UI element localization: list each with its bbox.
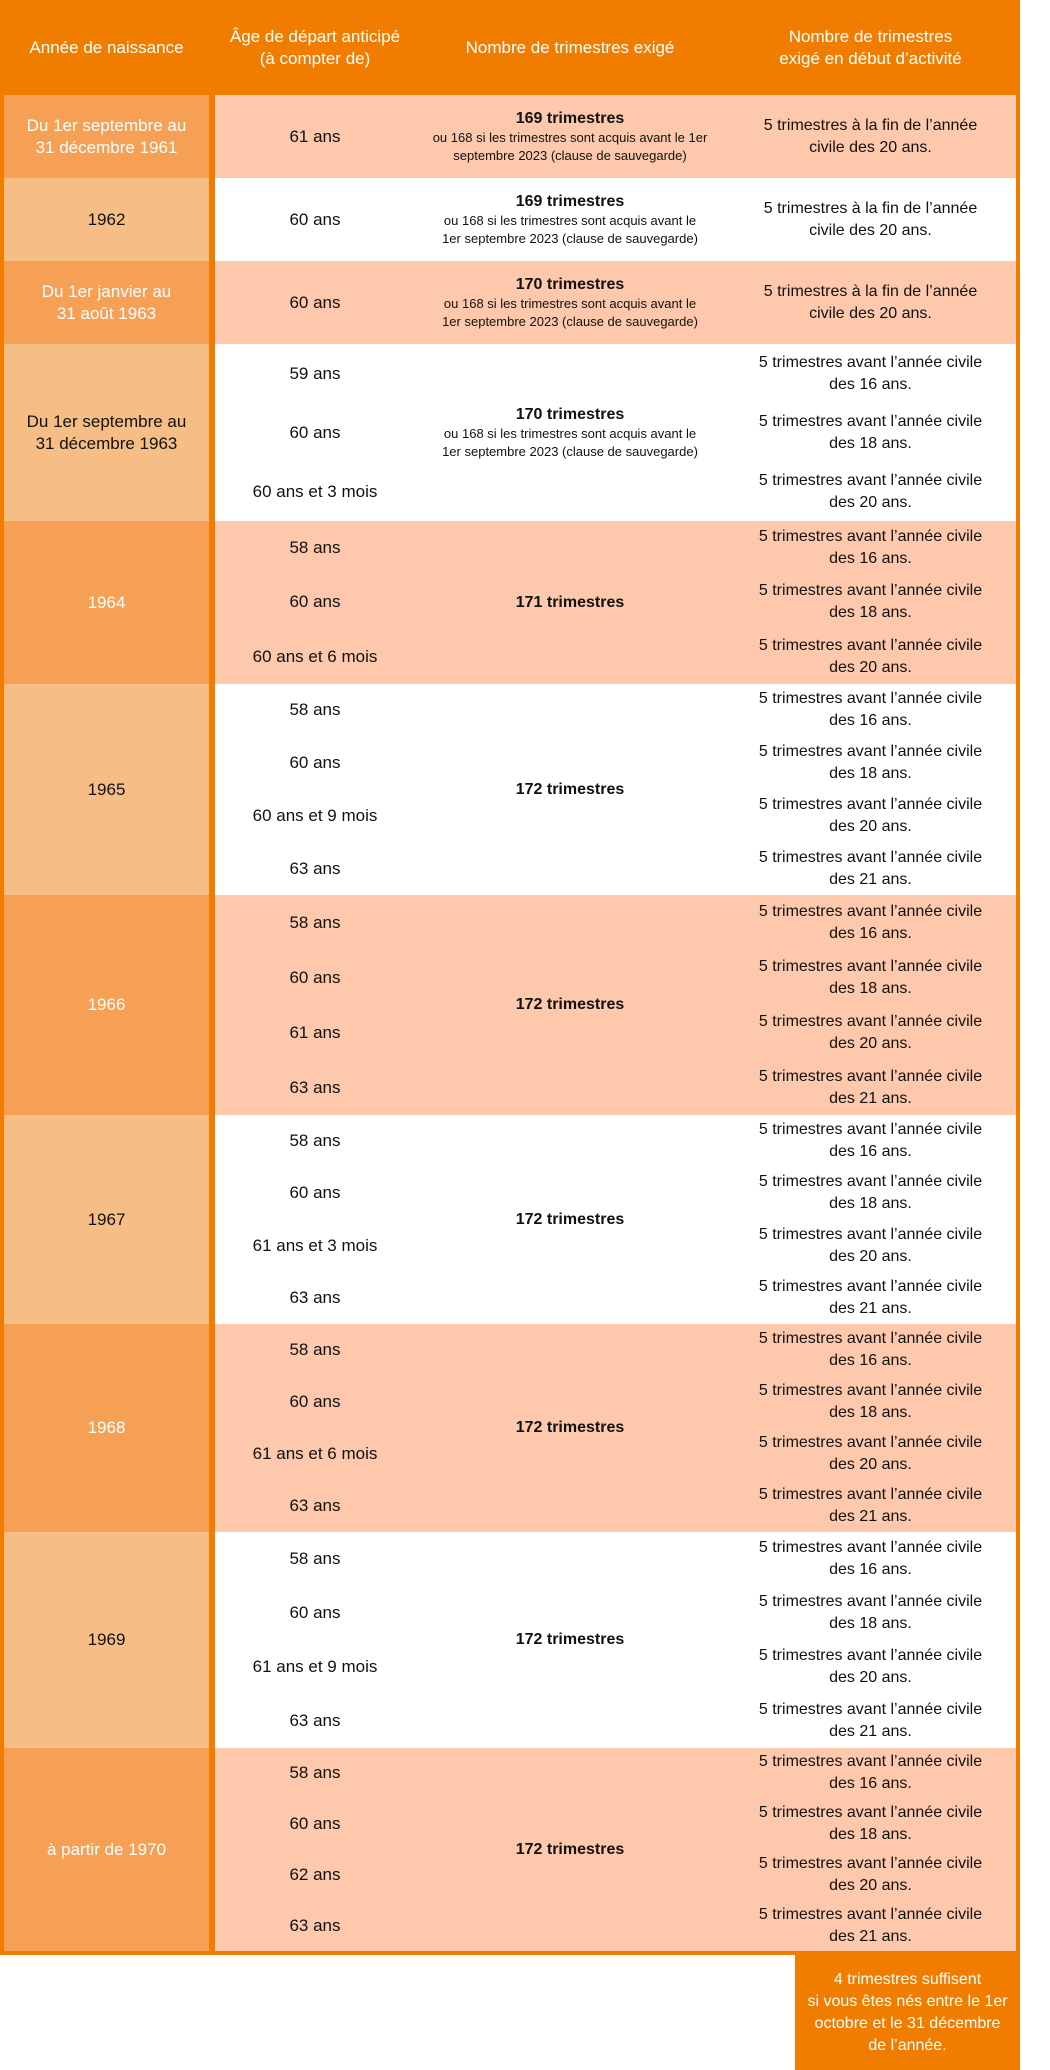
- quarters-note-line2: 1er septembre 2023 (clause de sauvegarde): [442, 443, 698, 459]
- table-row: [4, 521, 1016, 684]
- header-start-line1: Nombre de trimestres: [788, 26, 953, 46]
- quarters-cell: [415, 95, 725, 178]
- age-cell: [215, 1532, 415, 1748]
- quarters-cell: [415, 1115, 725, 1324]
- age-value: 63 ans: [289, 858, 341, 878]
- birth-year-cell: [4, 1115, 209, 1324]
- quarters-cell: [415, 344, 725, 521]
- quarters-cell: [415, 261, 725, 344]
- header-year: [4, 0, 209, 95]
- footnote-box: [795, 1955, 1020, 2070]
- age-value: 63 ans: [289, 1496, 341, 1515]
- quarters-value: 172 trimestres: [515, 1210, 625, 1228]
- table-row: [4, 178, 1016, 261]
- age-value: 61 ans et 6 mois: [252, 1444, 378, 1463]
- age-cell: [215, 261, 415, 344]
- table-header: [4, 0, 1016, 95]
- start-condition: 5 trimestres avant l’année civile des 16 ans.: [758, 902, 983, 942]
- header-quarters: [415, 0, 725, 95]
- start-condition-cell: [725, 178, 1016, 261]
- quarters-value: 169 trimestres: [515, 109, 625, 127]
- birth-year-cell: [4, 95, 209, 178]
- quarters-value: 169 trimestres: [515, 192, 625, 210]
- header-age-line2: (à compter de): [259, 48, 371, 68]
- table-row: [4, 261, 1016, 344]
- start-condition: 5 trimestres avant l’année civile des 21 ans.: [758, 848, 983, 888]
- birth-year-line1: 1967: [87, 1209, 126, 1229]
- start-condition: 5 trimestres avant l’année civile des 20 ans.: [758, 795, 983, 835]
- start-condition: 5 trimestres avant l’année civile des 18 ans.: [758, 957, 983, 997]
- quarters-value: 171 trimestres: [515, 593, 625, 611]
- age-cell: [215, 1115, 415, 1324]
- age-value: 62 ans: [289, 1864, 341, 1884]
- age-value: 61 ans: [289, 1022, 341, 1042]
- birth-year-line1: 1966: [87, 995, 126, 1014]
- start-condition-cell: [725, 1532, 1016, 1748]
- start-condition: 5 trimestres avant l’année civile des 18 ans.: [758, 1173, 983, 1213]
- start-condition-cell: [725, 261, 1016, 344]
- footnote-line2: si vous êtes nés entre le 1er: [807, 1992, 1008, 2010]
- age-value: 60 ans: [289, 1183, 341, 1203]
- birth-year-line1: Du 1er septembre au: [26, 115, 187, 135]
- birth-year-cell: [4, 178, 209, 261]
- age-cell: [215, 95, 415, 178]
- quarters-note-line1: ou 168 si les trimestres sont acquis avant le 1er: [432, 129, 708, 145]
- age-value: 61 ans: [289, 126, 341, 146]
- age-value: 58 ans: [289, 1340, 341, 1359]
- quarters-cell: [415, 895, 725, 1115]
- birth-year-line2: 31 décembre 1963: [35, 433, 178, 453]
- quarters-cell: [415, 684, 725, 895]
- age-value: 63 ans: [289, 1287, 341, 1307]
- table-row: [4, 344, 1016, 521]
- header-start: [725, 0, 1016, 95]
- birth-year-cell: [4, 684, 209, 895]
- age-value: 60 ans: [289, 209, 341, 229]
- start-condition: 5 trimestres avant l’année civile des 20 ans.: [758, 636, 983, 676]
- start-condition: 5 trimestres avant l’année civile des 20 ans.: [758, 1225, 983, 1265]
- start-condition: 5 trimestres avant l’année civile des 16 ans.: [758, 353, 983, 393]
- start-condition-cell: [725, 684, 1016, 895]
- birth-year-line1: 1968: [87, 1418, 126, 1437]
- birth-year-cell: [4, 1532, 209, 1748]
- start-condition: 5 trimestres avant l’année civile des 16 ans.: [758, 528, 983, 568]
- birth-year-line1: 1964: [87, 592, 126, 612]
- start-condition: 5 trimestres avant l’année civile des 18 ans.: [758, 1382, 983, 1421]
- age-value: 63 ans: [289, 1711, 341, 1730]
- age-cell: [215, 344, 415, 521]
- table-row: [4, 1532, 1016, 1748]
- birth-year-cell: [4, 1324, 209, 1532]
- age-value: 58 ans: [289, 700, 341, 720]
- start-condition: 5 trimestres à la fin de l’année civile des 20 ans.: [763, 282, 978, 322]
- age-value: 59 ans: [289, 363, 341, 383]
- age-value: 60 ans: [289, 592, 341, 612]
- start-condition: 5 trimestres avant l’année civile des 16 ans.: [758, 1753, 983, 1793]
- start-condition: 5 trimestres avant l’année civile des 21 ans.: [758, 1486, 983, 1525]
- age-value: 60 ans: [289, 292, 341, 312]
- birth-year-line2: 31 décembre 1961: [35, 137, 178, 157]
- quarters-value: 172 trimestres: [515, 780, 625, 798]
- quarters-value: 172 trimestres: [515, 996, 625, 1013]
- birth-year-line1: 1965: [87, 779, 126, 799]
- start-condition-cell: [725, 344, 1016, 521]
- start-condition: 5 trimestres avant l’année civile des 18 ans.: [758, 582, 983, 622]
- age-value: 60 ans: [289, 1392, 341, 1411]
- quarters-cell: [415, 178, 725, 261]
- quarters-value: 170 trimestres: [515, 405, 625, 423]
- start-condition-cell: [725, 1115, 1016, 1324]
- birth-year-line2: 31 août 1963: [56, 303, 157, 323]
- start-condition: 5 trimestres avant l’année civile des 20 ans.: [758, 1434, 983, 1473]
- birth-year-cell: [4, 344, 209, 521]
- quarters-note-line2: septembre 2023 (clause de sauvegarde): [453, 147, 687, 163]
- start-condition: 5 trimestres à la fin de l’année civile des 20 ans.: [763, 116, 978, 156]
- age-value: 58 ans: [289, 1763, 341, 1783]
- start-condition-cell: [725, 521, 1016, 684]
- age-cell: [215, 1748, 415, 1951]
- start-condition: 5 trimestres avant l’année civile des 16 ans.: [758, 1330, 983, 1369]
- footnote-line4: de l’année.: [868, 2036, 947, 2054]
- quarters-value: 170 trimestres: [515, 275, 625, 293]
- quarters-cell: [415, 1748, 725, 1951]
- start-condition: 5 trimestres avant l’année civile des 18 ans.: [758, 1593, 983, 1632]
- header-age: [215, 0, 415, 95]
- start-condition: 5 trimestres avant l’année civile des 21 ans.: [758, 1701, 983, 1740]
- start-condition: 5 trimestres avant l’année civile des 18 ans.: [758, 412, 983, 452]
- quarters-value: 172 trimestres: [515, 1840, 625, 1858]
- table-row: [4, 1748, 1016, 1951]
- header-start-line2: exigé en début d’activité: [779, 48, 962, 68]
- footnote-line1: 4 trimestres suffisent: [833, 1970, 982, 1988]
- start-condition: 5 trimestres avant l’année civile des 20 ans.: [758, 471, 983, 511]
- start-condition-cell: [725, 895, 1016, 1115]
- quarters-value: 172 trimestres: [515, 1419, 625, 1436]
- start-condition: 5 trimestres avant l’année civile des 18 ans.: [758, 1804, 983, 1844]
- age-value: 63 ans: [289, 1915, 341, 1935]
- birth-year-line1: à partir de 1970: [46, 1839, 167, 1859]
- age-cell: [215, 684, 415, 895]
- birth-year-cell: [4, 1748, 209, 1951]
- quarters-note-line1: ou 168 si les trimestres sont acquis avant le: [443, 212, 697, 228]
- quarters-note-line2: 1er septembre 2023 (clause de sauvegarde): [442, 313, 698, 329]
- table-row: [4, 1115, 1016, 1324]
- start-condition: 5 trimestres avant l’année civile des 16 ans.: [758, 1539, 983, 1578]
- age-cell: [215, 521, 415, 684]
- age-cell: [215, 178, 415, 261]
- age-value: 58 ans: [289, 1131, 341, 1151]
- age-value: 61 ans et 9 mois: [252, 1657, 378, 1676]
- birth-year-line1: 1969: [87, 1630, 126, 1649]
- birth-year-line1: 1962: [87, 209, 126, 229]
- start-condition-cell: [725, 95, 1016, 178]
- age-value: 60 ans: [289, 753, 341, 773]
- quarters-note-line1: ou 168 si les trimestres sont acquis avant le: [443, 295, 697, 311]
- age-value: 60 ans: [289, 967, 341, 987]
- age-value: 60 ans et 3 mois: [252, 481, 378, 501]
- age-value: 63 ans: [289, 1077, 341, 1097]
- header-age-line1: Âge de départ anticipé: [229, 26, 401, 46]
- table-row: [4, 895, 1016, 1115]
- quarters-cell: [415, 1324, 725, 1532]
- age-value: 58 ans: [289, 1549, 341, 1568]
- age-value: 60 ans: [289, 1814, 341, 1834]
- age-value: 60 ans: [289, 422, 341, 442]
- start-condition-cell: [725, 1324, 1016, 1532]
- age-value: 60 ans et 6 mois: [252, 646, 378, 666]
- table-row: [4, 95, 1016, 178]
- quarters-note-line1: ou 168 si les trimestres sont acquis avant le: [443, 425, 697, 441]
- quarters-cell: [415, 521, 725, 684]
- quarters-note-line2: 1er septembre 2023 (clause de sauvegarde): [442, 230, 698, 246]
- start-condition: 5 trimestres avant l’année civile des 16 ans.: [758, 690, 983, 730]
- age-value: 58 ans: [289, 538, 341, 558]
- age-value: 60 ans et 9 mois: [252, 805, 378, 825]
- start-condition: 5 trimestres avant l’année civile des 21 ans.: [758, 1067, 983, 1107]
- birth-year-line1: Du 1er septembre au: [26, 411, 187, 431]
- birth-year-cell: [4, 521, 209, 684]
- start-condition-cell: [725, 1748, 1016, 1951]
- header-year-label: Année de naissance: [29, 37, 184, 57]
- start-condition: 5 trimestres avant l’année civile des 20 ans.: [758, 1012, 983, 1052]
- age-value: 61 ans et 3 mois: [252, 1235, 378, 1255]
- birth-year-line1: Du 1er janvier au: [41, 281, 172, 301]
- header-quarters-label: Nombre de trimestres exigé: [465, 37, 675, 57]
- start-condition: 5 trimestres à la fin de l’année civile des 20 ans.: [763, 199, 978, 239]
- age-value: 60 ans: [289, 1603, 341, 1622]
- birth-year-cell: [4, 261, 209, 344]
- age-cell: [215, 895, 415, 1115]
- table-row: [4, 1324, 1016, 1532]
- quarters-cell: [415, 1532, 725, 1748]
- start-condition: 5 trimestres avant l’année civile des 21 ans.: [758, 1277, 983, 1317]
- birth-year-cell: [4, 895, 209, 1115]
- quarters-value: 172 trimestres: [515, 1631, 625, 1648]
- age-value: 58 ans: [289, 912, 341, 932]
- start-condition: 5 trimestres avant l’année civile des 16 ans.: [758, 1121, 983, 1161]
- table-row: [4, 684, 1016, 895]
- footnote-line3: octobre et le 31 décembre: [814, 2014, 1001, 2032]
- age-cell: [215, 1324, 415, 1532]
- start-condition: 5 trimestres avant l’année civile des 20 ans.: [758, 1854, 983, 1894]
- start-condition: 5 trimestres avant l’année civile des 21 ans.: [758, 1905, 983, 1945]
- start-condition: 5 trimestres avant l’année civile des 18 ans.: [758, 743, 983, 783]
- start-condition: 5 trimestres avant l’année civile des 20 ans.: [758, 1647, 983, 1686]
